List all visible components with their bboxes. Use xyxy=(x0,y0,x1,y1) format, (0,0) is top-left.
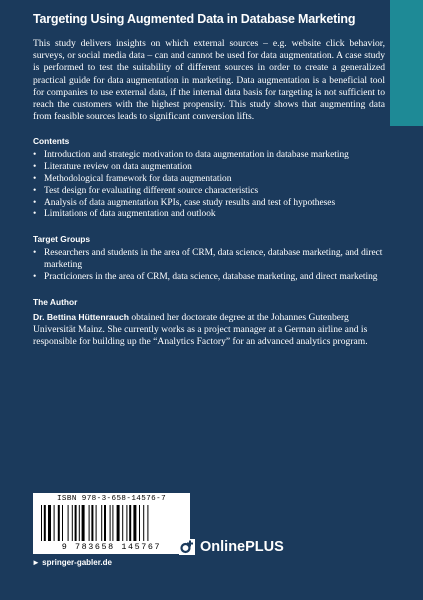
barcode-stripe xyxy=(139,505,140,541)
author-bio xyxy=(33,311,385,349)
barcode-stripe xyxy=(143,505,144,541)
barcode-stripe xyxy=(122,505,123,541)
contents-item: • Methodological framework for data augmentation xyxy=(33,174,385,186)
target-group-item: • Practicioners in the area of CRM, data science, database marketing, and direct marketing xyxy=(33,272,385,284)
back-cover-text xyxy=(33,12,385,348)
onlineplus-icon xyxy=(178,538,196,556)
barcode-stripe xyxy=(91,505,93,541)
barcode-stripe xyxy=(147,505,148,541)
isbn-barcode xyxy=(33,493,190,554)
barcode-stripe xyxy=(104,505,106,541)
onlineplus-logo xyxy=(178,537,298,557)
accent-strip xyxy=(390,0,423,126)
onlineplus-label: OnlinePLUS xyxy=(200,539,284,555)
contents-item: • Test design for evaluating different source characteristics xyxy=(33,186,385,198)
target-groups-heading: Target Groups xyxy=(33,234,91,245)
barcode-stripe xyxy=(72,505,73,541)
barcode-stripe xyxy=(89,505,90,541)
barcode-stripe xyxy=(82,505,85,541)
barcode-stripe xyxy=(129,505,131,541)
barcode-stripe xyxy=(101,505,102,541)
barcode-stripe xyxy=(68,505,69,541)
barcode-stripe xyxy=(62,505,63,541)
barcode-stripe xyxy=(41,505,42,541)
barcode-stripe xyxy=(75,505,77,541)
isbn-label: ISBN 978-3-658-14576-7 xyxy=(56,495,167,503)
book-title: Targeting Using Augmented Data in Database Marketing xyxy=(33,12,356,26)
barcode-stripe xyxy=(126,505,127,541)
barcode-stripe xyxy=(58,505,60,541)
contents-list xyxy=(33,150,385,221)
barcode-stripe xyxy=(133,505,136,541)
contents-heading: Contents xyxy=(33,136,70,147)
barcode-stripe xyxy=(112,505,113,541)
publisher-url: ► springer-gabler.de xyxy=(32,558,112,567)
barcode-stripe xyxy=(96,505,97,541)
contents-item: • Analysis of data augmentation KPIs, case study results and test of hypotheses xyxy=(33,198,385,210)
contents-item: • Literature review on data augmentation xyxy=(33,162,385,174)
abstract-text: This study delivers insights on which external sources – e.g. website click behavior, surveys, or social media data – can and cannot be used for data augmentation. A case study is performed to test the suitability of different sources in order to create a generalized practical guide for data augmentation in marketing. Data augmentation is a beneficial tool for companies to use external data, if the internal data basis for targeting is not sufficient to reach the customers with the highest propensity. This study shows that augmenting data from feasible sources leads to significant conversion lifts. xyxy=(33,38,385,123)
author-heading: The Author xyxy=(33,296,78,307)
barcode-stripe xyxy=(44,505,46,541)
contents-item: • Limitations of data augmentation and outlook xyxy=(33,209,385,221)
author-name: Dr. Bettina Hüttenrauch xyxy=(33,311,129,322)
isbn-digits: 9 783658 145767 xyxy=(61,542,162,552)
contents-item: • Introduction and strategic motivation to data augmentation in database marketing xyxy=(33,150,385,162)
barcode-stripe xyxy=(110,505,111,541)
target-groups-list xyxy=(33,248,385,283)
barcode-stripe xyxy=(79,505,80,541)
barcode-stripe xyxy=(48,505,51,541)
author-bio-text: obtained her doctorate degree at the Johannes Gutenberg Universität Mainz. She currently works as a project manager at a German airline and is responsible for building up the “Analytics Factory” for an advanced analytics program. xyxy=(33,311,368,347)
barcode-bars xyxy=(41,505,182,541)
barcode-stripe xyxy=(54,505,55,541)
barcode-stripe xyxy=(117,505,120,541)
target-group-item: • Researchers and students in the area of CRM, data science, database marketing, and direct marketing xyxy=(33,248,385,272)
